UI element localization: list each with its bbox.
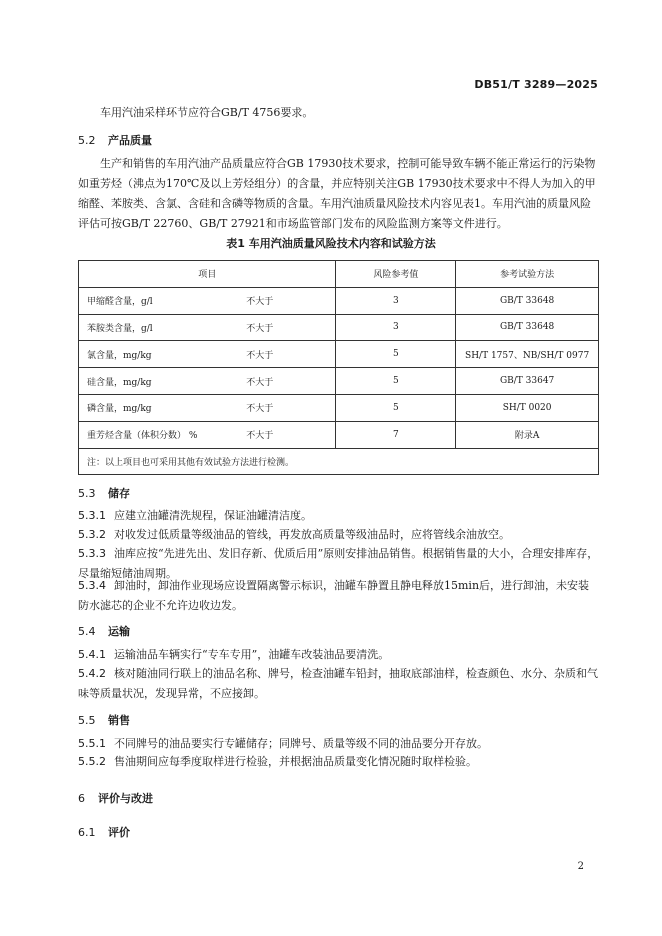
clause-number: 5.3.3 bbox=[78, 547, 106, 560]
row-limit: 不大于 bbox=[246, 341, 336, 368]
table-note-row bbox=[79, 448, 599, 475]
section-6-heading bbox=[78, 790, 153, 806]
section-title: 销售 bbox=[108, 714, 130, 727]
row-item-name: 硅含量，mg/kg bbox=[79, 368, 247, 395]
clause-5-4-1 bbox=[78, 645, 600, 665]
section-title: 储存 bbox=[108, 487, 130, 500]
clause-number: 5.5.1 bbox=[78, 737, 106, 750]
table-header-row bbox=[79, 261, 599, 288]
clause-5-3-4 bbox=[78, 576, 600, 616]
clause-5-5-1 bbox=[78, 734, 600, 754]
table-row bbox=[79, 421, 599, 448]
section-number: 6 bbox=[78, 792, 85, 805]
table-caption: 表1 车用汽油质量风险技术内容和试验方法 bbox=[226, 237, 436, 250]
row-limit: 不大于 bbox=[246, 287, 336, 314]
row-value: 3 bbox=[336, 314, 456, 341]
row-value: 5 bbox=[336, 368, 456, 395]
table-row bbox=[79, 341, 599, 368]
table-note: 注：以上项目也可采用其他有效试验方法进行检测。 bbox=[79, 448, 599, 475]
header-test-method: 参考试验方法 bbox=[456, 261, 599, 288]
clause-number: 5.5.2 bbox=[78, 755, 106, 768]
clause-5-3-1 bbox=[78, 506, 600, 526]
section-5-3-heading bbox=[78, 485, 130, 501]
section-number: 5.3 bbox=[78, 487, 96, 500]
table-row bbox=[79, 314, 599, 341]
section-5-5-heading bbox=[78, 712, 130, 728]
section-number: 5.5 bbox=[78, 714, 96, 727]
table-row bbox=[79, 394, 599, 421]
clause-text: 对收发过低质量等级油品的管线，再发放高质量等级油品时，应将管线余油放空。 bbox=[114, 528, 510, 541]
row-value: 5 bbox=[336, 341, 456, 368]
table-row bbox=[79, 287, 599, 314]
row-method: GB/T 33648 bbox=[456, 287, 599, 314]
row-item-name: 氯含量，mg/kg bbox=[79, 341, 247, 368]
row-value: 3 bbox=[336, 287, 456, 314]
clause-text: 不同牌号的油品要实行专罐储存；同牌号、质量等级不同的油品要分开存放。 bbox=[114, 737, 488, 750]
section-title: 评价与改进 bbox=[98, 792, 153, 805]
row-limit: 不大于 bbox=[246, 394, 336, 421]
row-limit: 不大于 bbox=[246, 314, 336, 341]
section-title: 评价 bbox=[108, 826, 130, 839]
risk-table bbox=[78, 260, 599, 475]
row-limit: 不大于 bbox=[246, 421, 336, 448]
clause-number: 5.3.4 bbox=[78, 579, 106, 592]
clause-5-4-2 bbox=[78, 664, 600, 704]
clause-5-3-2 bbox=[78, 525, 600, 545]
row-method: SH/T 0020 bbox=[456, 394, 599, 421]
row-method: SH/T 1757、NB/SH/T 0977 bbox=[456, 341, 599, 368]
row-item-name: 磷含量，mg/kg bbox=[79, 394, 247, 421]
row-method: 附录A bbox=[456, 421, 599, 448]
row-method: GB/T 33648 bbox=[456, 314, 599, 341]
section-5-4-heading bbox=[78, 623, 130, 639]
clause-text: 应建立油罐清洗规程，保证油罐清洁度。 bbox=[114, 509, 312, 522]
clause-number: 5.3.1 bbox=[78, 509, 106, 522]
section-5-2-heading bbox=[78, 132, 152, 148]
header-item: 项目 bbox=[79, 261, 336, 288]
clause-number: 5.3.2 bbox=[78, 528, 106, 541]
row-value: 5 bbox=[336, 394, 456, 421]
row-item-name: 重芳烃含量（体积分数） % bbox=[79, 421, 247, 448]
intro-paragraph: 车用汽油采样环节应符合GB/T 4756要求。 bbox=[100, 106, 314, 119]
clause-text: 卸油时，卸油作业现场应设置隔离警示标识，油罐车静置且静电释放15min后，进行卸油，未安装防水滤芯的企业不允许边收边发。 bbox=[78, 579, 590, 612]
clause-number: 5.4.1 bbox=[78, 648, 106, 661]
section-5-2-paragraph: 生产和销售的车用汽油产品质量应符合GB 17930技术要求，控制可能导致车辆不能正常运行的污染物如重芳烃（沸点为170℃及以上芳烃组分）的含量，并应特别关注GB 17930技术要求中不得人为加入的甲缩醛、苯胺类、含氯、含硅和含磷等物质的含量。车用汽油质量风险技术内容见表1。车用汽油的质量风险评估可按GB/T 22760、GB/T 27921和市场监管部门发布的风险监测方案等文件进行。 bbox=[78, 157, 596, 230]
clause-5-5-2 bbox=[78, 752, 600, 772]
section-number: 5.4 bbox=[78, 625, 96, 638]
clause-text: 核对随油同行联上的油品名称、牌号，检查油罐车铅封，抽取底部油样，检查颜色、水分、杂质和气味等质量状况，发现异常，不应接卸。 bbox=[78, 667, 598, 700]
section-number: 5.2 bbox=[78, 134, 96, 147]
page-number: 2 bbox=[577, 861, 584, 872]
row-item-name: 甲缩醛含量，g/l bbox=[79, 287, 247, 314]
document-id: DB51/T 3289—2025 bbox=[474, 78, 598, 91]
section-title: 运输 bbox=[108, 625, 130, 638]
row-method: GB/T 33647 bbox=[456, 368, 599, 395]
row-value: 7 bbox=[336, 421, 456, 448]
row-limit: 不大于 bbox=[246, 368, 336, 395]
clause-text: 油库应按“先进先出、发旧存新、优质后用”原则安排油品销售。根据销售量的大小，合理安排库存，尽量缩短储油周期。 bbox=[78, 547, 599, 580]
clause-number: 5.4.2 bbox=[78, 667, 106, 680]
section-title: 产品质量 bbox=[108, 134, 152, 147]
table-row bbox=[79, 368, 599, 395]
clause-text: 运输油品车辆实行“专车专用”，油罐车改装油品要清洗。 bbox=[114, 648, 390, 661]
clause-text: 售油期间应每季度取样进行检验，并根据油品质量变化情况随时取样检验。 bbox=[114, 755, 477, 768]
row-item-name: 苯胺类含量，g/l bbox=[79, 314, 247, 341]
header-risk-value: 风险参考值 bbox=[336, 261, 456, 288]
section-6-1-heading bbox=[78, 824, 130, 840]
section-number: 6.1 bbox=[78, 826, 96, 839]
